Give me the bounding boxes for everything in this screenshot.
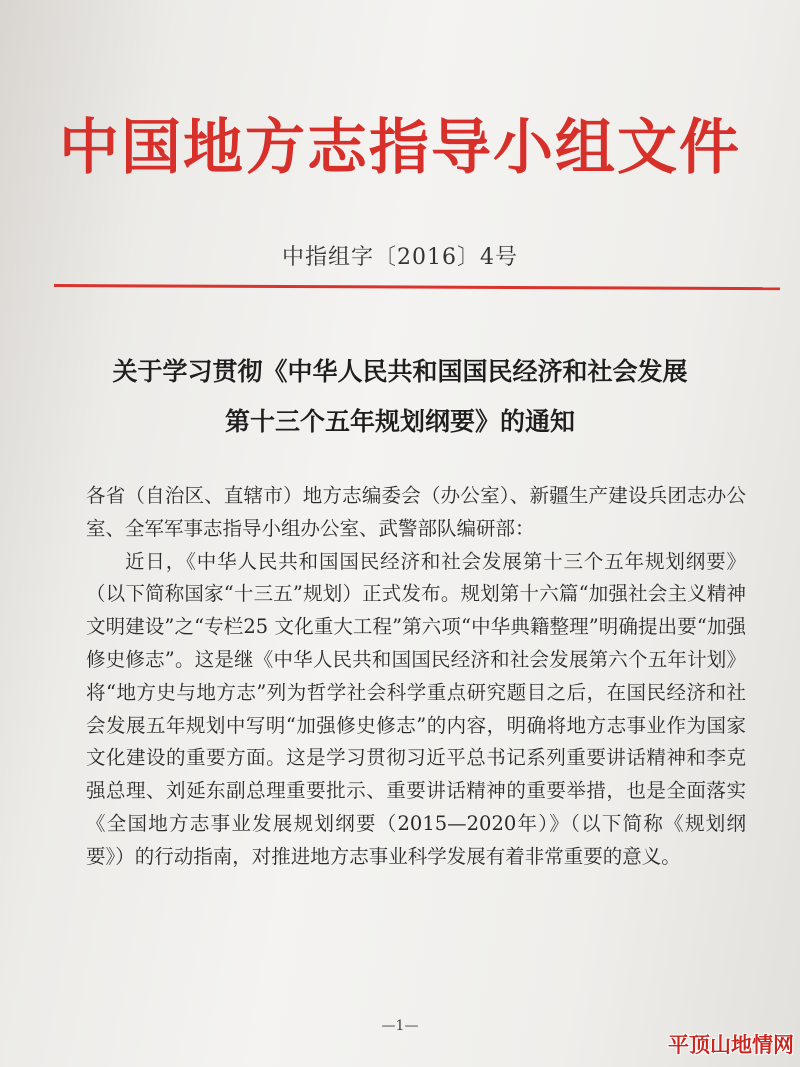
document-number: 中指组字〔2016〕4号 xyxy=(282,245,518,270)
page-number: —1— xyxy=(381,1018,419,1034)
notice-title xyxy=(0,347,800,447)
document-body xyxy=(86,480,746,874)
document-header-title: 中国地方志指导小组文件 xyxy=(59,113,741,183)
site-watermark: 平顶山地情网 xyxy=(668,1033,794,1057)
notice-title-line-1: 关于学习贯彻《中华人民共和国国民经济和社会发展 xyxy=(112,357,688,386)
notice-title-line-2: 第十三个五年规划纲要》的通知 xyxy=(224,407,575,436)
red-separator-line xyxy=(54,284,780,290)
body-paragraph: 近日，《中华人民共和国国民经济和社会发展第十三个五年规划纲要》（以下简称国家“十三五”规划）正式发布。规划第十六篇“加强社会主义精神文明建设”之“专栏25 文化重大工程”第六项“中华典籍整理”明确提出要“加强修史修志”。这是继《中华人民共和国国民经济和社会发展第六个五年计划》将“地方史与地方志”列为哲学社会科学重点研究题目之后，在国民经济和社会发展五年规划中写明“加强修史修志”的内容，明确将地方志事业作为国家文化建设的重要方面。这是学习贯彻习近平总书记系列重要讲话精神和李克强总理、刘延东副总理重要批示、重要讲话精神的重要举措，也是全面落实《全国地方志事业发展规划纲要（2015—2020年）》（以下简称《规划纲要》）的行动指南，对推进地方志事业科学发展有着非常重要的意义。 xyxy=(86,549,746,868)
addressee-paragraph: 各省（自治区、直辖市）地方志编委会（办公室）、新疆生产建设兵团志办公室、全军军事志指导小组办公室、武警部队编研部： xyxy=(86,484,746,540)
